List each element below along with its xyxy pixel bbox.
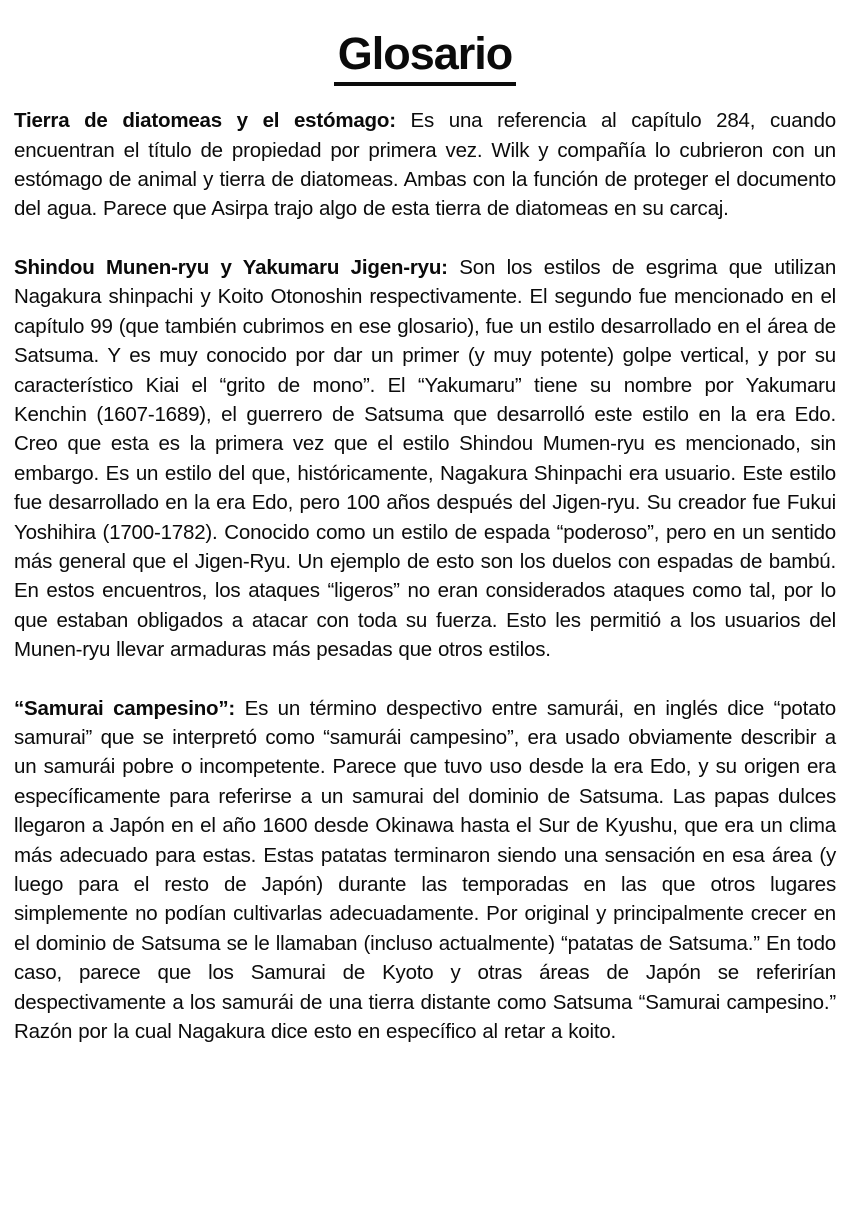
page-title: Glosario bbox=[334, 30, 517, 86]
entry-definition: Es un término despectivo entre samurái, en inglés dice “potato samurai” que se interpretó como “samurái campesino”, era usado obviamente describir a un samurái pobre o incompetente. Parece que tuvo uso desde la era Edo, y su origen era específicamente para referirse a un samurai del dominio de Satsuma. Las papas dulces llegaron a Japón en el año 1600 desde Okinawa hasta el Sur de Kyushu, que era un clima más adecuado para estas. Estas patatas terminaron siendo una sensación en esa área (y luego para el resto de Japón) durante las temporadas en las que otros lugares simplemente no podían cultivarlas adecuadamente. Por original y principalmente crecer en el dominio de Satsuma se le llamaban (incluso actualmente) “patatas de Satsuma.” En todo caso, parece que los Samurai de Kyoto y otras áreas de Japón se referirían despectivamente a los samurái de una tierra distante como Satsuma “Samurai campesino.” Razón por la cual Nagakura dice esto en específico al retar a koito. bbox=[14, 696, 836, 1044]
entry-term: Tierra de diatomeas y el estómago: bbox=[14, 109, 396, 133]
entry-term: “Samurai campesino”: bbox=[14, 696, 236, 720]
glossary-entry bbox=[14, 694, 836, 1047]
entry-definition: Son los estilos de esgrima que utilizan Nagakura shinpachi y Koito Otonoshin respectivamente. El segundo fue mencionado en el capítulo 99 (que también cubrimos en ese glosario), fue un estilo desarrollado en el área de Satsuma. Y es muy conocido por dar un primer (y muy potente) golpe vertical, y por su característico Kiai el “grito de mono”. El “Yakumaru” tiene su nombre por Yakumaru Kenchin (1607-1689), el guerrero de Satsuma que desarrolló este estilo en la era Edo. Creo que esta es la primera vez que el estilo Shindou Mumen-ryu es mencionado, sin embargo. Es un estilo del que, históricamente, Nagakura Shinpachi era usuario. Este estilo fue desarrollado en la era Edo, pero 100 años después del Jigen-ryu. Su creador fue Fukui Yoshihira (1700-1782). Conocido como un estilo de espada “poderoso”, pero en un sentido más general que el Jigen-Ryu. Un ejemplo de esto son los duelos con espadas de bambú. En estos encuentros, los ataques “ligeros” no eran considerados ataques como tal, por lo que estaban obligados a atacar con toda su fuerza. Esto les permitió a los usuarios del Munen-ryu llevar armaduras más pesadas que otros estilos. bbox=[14, 255, 837, 662]
entry-term: Shindou Munen-ryu y Yakumaru Jigen-ryu: bbox=[14, 255, 448, 279]
glossary-entry bbox=[14, 253, 836, 665]
entry-definition: Es una referencia al capítulo 284, cuando encuentran el título de propiedad por primera vez. Wilk y compañía lo cubrieron con un estómago de animal y tierra de diatomeas. Ambas con la función de proteger el documento del agua. Parece que Asirpa trajo algo de esta tierra de diatomeas en su carcaj. bbox=[14, 109, 836, 221]
title-wrap bbox=[14, 30, 836, 86]
glossary-entry bbox=[14, 106, 836, 224]
